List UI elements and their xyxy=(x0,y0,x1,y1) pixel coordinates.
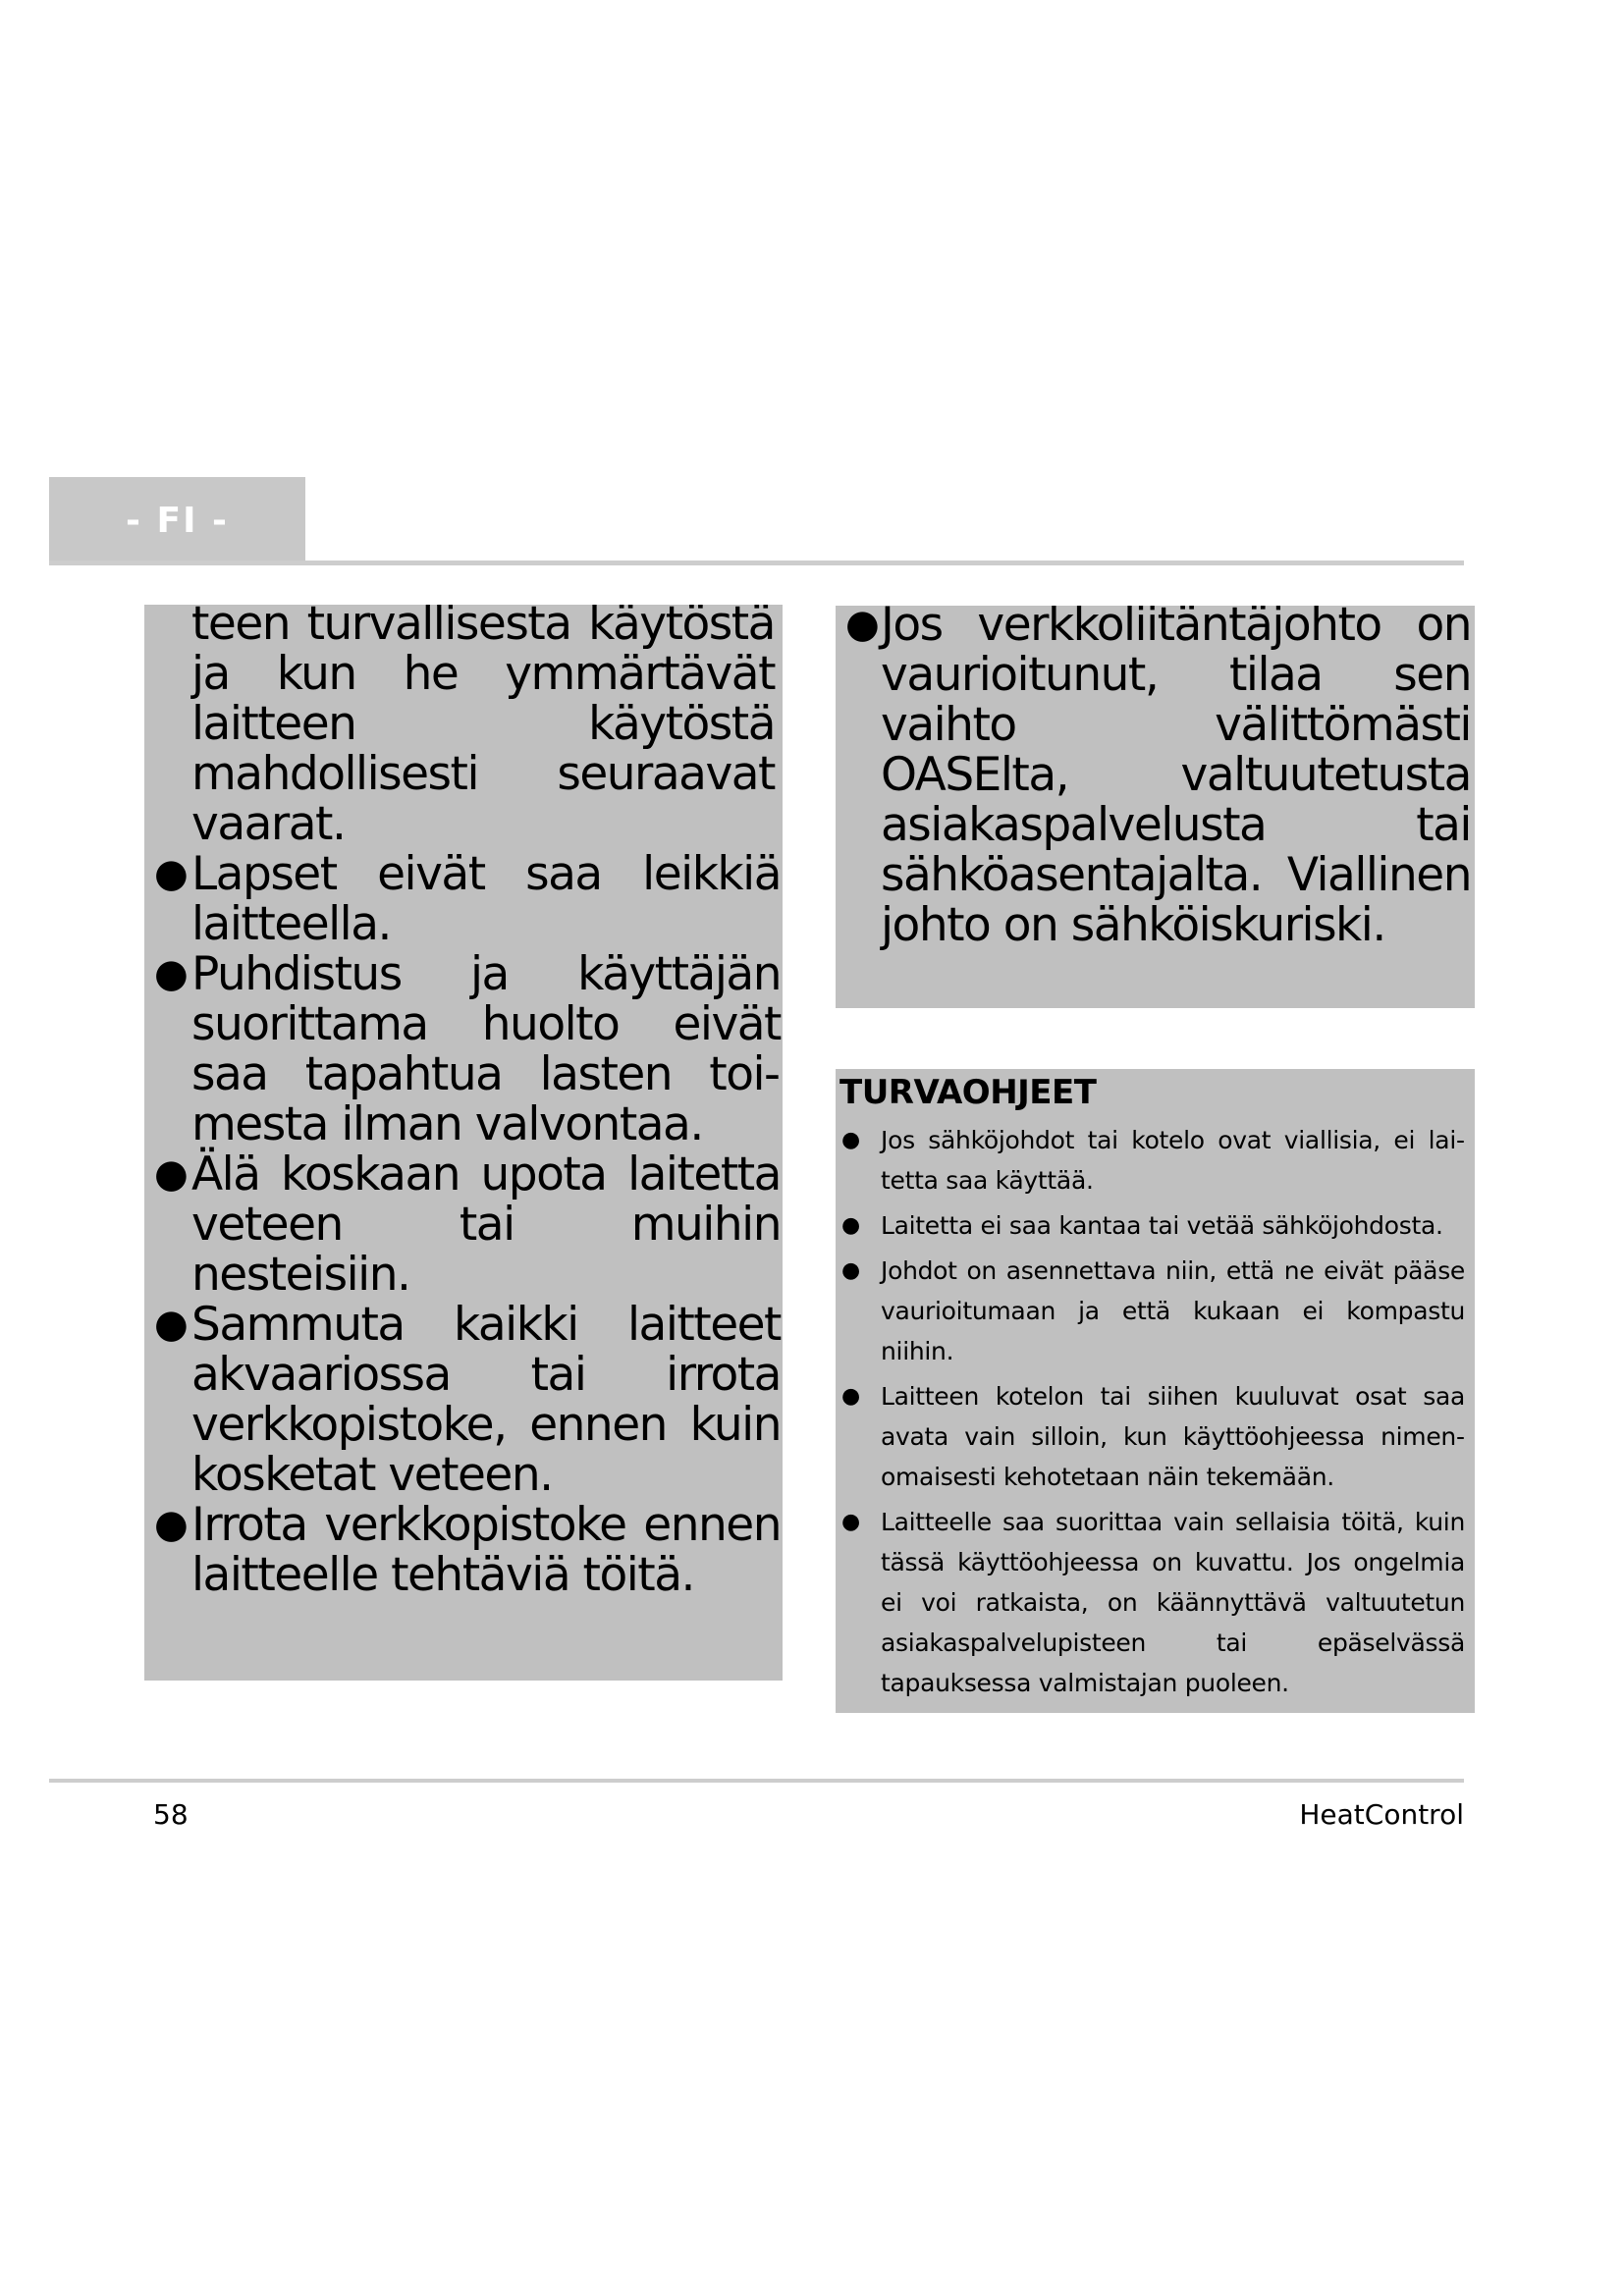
list-item-text: Lapset eivät saa leikkiä laitteella. xyxy=(191,847,781,951)
list-item-text: Laitetta ei saa kantaa tai vetää sähköjohdosta. xyxy=(881,1211,1443,1240)
right-bullet-list xyxy=(836,606,1475,950)
list-item xyxy=(836,606,1475,950)
left-bullet-list xyxy=(144,849,783,1600)
bullet-icon: ● xyxy=(154,1151,188,1197)
list-item-text: Irrota verkkopistoke ennen laitteelle tehtäviä töitä. xyxy=(191,1498,781,1602)
language-tab: - FI - xyxy=(49,477,305,565)
product-name: HeatControl xyxy=(1299,1798,1464,1831)
list-item-text: Laitteelle saa suorittaa vain sellaisia töitä, kuin tässä käyttöohjeessa on kuvattu. Jos ongelmia ei voi ratkaista, on käännyttävä valtuutetun asiakaspalvelupisteen tai epäselvässä tapauksessa valmistajan puoleen. xyxy=(881,1508,1465,1697)
bullet-icon: ● xyxy=(841,1213,860,1238)
safety-title: TURVAOHJEET xyxy=(839,1073,1097,1112)
list-item xyxy=(144,1500,783,1600)
list-item-text: Puhdistus ja käyttäjän suorittama huolto eivät saa tapahtua lasten toimesta ilman valvontaa. xyxy=(191,947,781,1151)
list-item xyxy=(836,1502,1475,1703)
bullet-icon: ● xyxy=(154,1502,188,1547)
bullet-icon: ● xyxy=(154,851,188,896)
list-item-text: Laitteen kotelon tai siihen kuuluvat osat saa avata vain silloin, kun käyttöohjeessa nimenomaisesti kehotetaan näin tekemään. xyxy=(881,1382,1465,1491)
footer-divider xyxy=(49,1779,1464,1783)
list-item xyxy=(836,1376,1475,1497)
list-item xyxy=(144,1300,783,1500)
list-item-text: Jos verkkoliitäntäjohto on vaurioitunut, tilaa sen vaihto välittömästi OASElta, valtuutetusta asiakaspalvelusta tai sähköasentajalta. Viallinen johto on sähköiskuriski. xyxy=(881,606,1471,952)
bullet-icon: ● xyxy=(154,1302,188,1347)
bullet-icon: ● xyxy=(841,1258,860,1283)
list-item xyxy=(836,1120,1475,1201)
page-number: 58 xyxy=(153,1798,189,1831)
list-item-text: Älä koskaan upota laitetta veteen tai muihin nesteisiin. xyxy=(191,1148,781,1302)
safety-list xyxy=(836,1120,1475,1703)
right-text-box xyxy=(836,606,1475,1008)
left-text-box xyxy=(144,605,783,1681)
list-item xyxy=(144,849,783,949)
bullet-icon: ● xyxy=(841,1384,860,1409)
list-item-text: Jos sähköjohdot tai kotelo ovat viallisia, ei laitetta saa käyttää. xyxy=(881,1126,1465,1195)
continuation-text: teen turvallisesta käytöstä ja kun he ymmärtävät laitteen käytöstä mahdollisesti seuraavat vaarat. xyxy=(191,605,775,851)
bullet-icon: ● xyxy=(845,606,879,647)
header-divider xyxy=(49,561,1464,565)
list-item xyxy=(836,1205,1475,1246)
list-item xyxy=(144,949,783,1149)
list-item xyxy=(836,1251,1475,1371)
bullet-icon: ● xyxy=(154,951,188,996)
safety-instructions-box xyxy=(836,1069,1475,1713)
list-item xyxy=(144,1149,783,1300)
list-item-text: Johdot on asennettava niin, että ne eivät pääse vaurioitumaan ja että kukaan ei kompastu niihin. xyxy=(881,1256,1465,1365)
bullet-icon: ● xyxy=(841,1510,860,1534)
list-item-text: Sammuta kaikki laitteet akvaariossa tai irrota verkkopistoke, ennen kuin kosketat veteen. xyxy=(191,1298,781,1502)
bullet-icon: ● xyxy=(841,1128,860,1152)
